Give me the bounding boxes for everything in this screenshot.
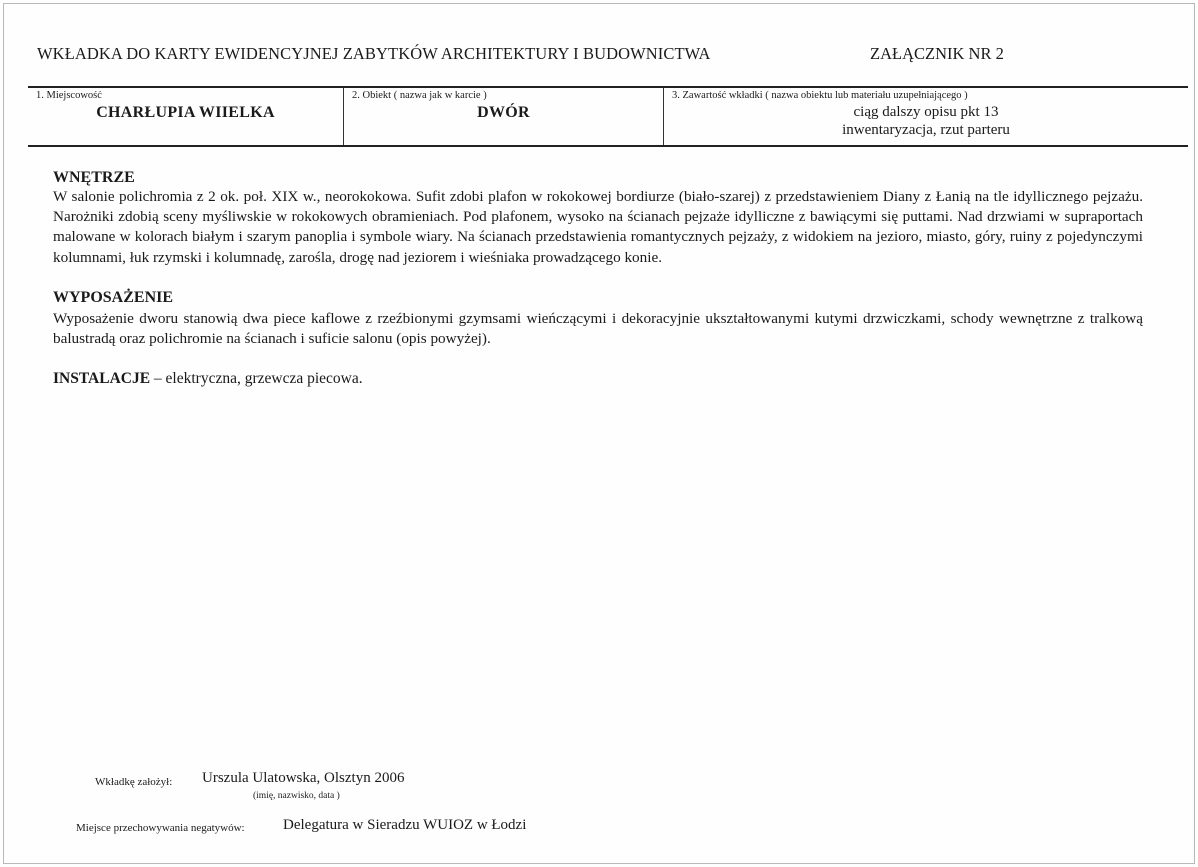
equipment-heading: WYPOSAŻENIE [53, 289, 174, 306]
author-label: Wkładkę założył: [95, 776, 173, 788]
place-cell [28, 88, 344, 145]
object-cell [344, 88, 664, 145]
author-hint: (imię, nazwisko, data ) [253, 791, 340, 801]
installations-heading: INSTALACJE [53, 370, 151, 387]
interior-text: W salonie polichromia z 2 ok. poł. XIX w., neorokokowa. Sufit zdobi plafon w rokokowej bordiurze (biało-szarej) z przedstawieniem Diany z Łanią na tle idyllicznego pejzażu. Narożniki zdobią sceny myśliwskie w rokokowych obramieniach. Pod plafonem, wysoko na ścianach pejzaże idylliczne z bawiącymi się puttami. Nad drzwiami w supraportach malowane w kolorach białym i szarym panoplia i symbole wiary. Na ścianach przedstawienia romantycznych pejzaży, z widokiem na jezioro, miasto, góry, ruiny z pojedynczymi kolumnami, łuk rzymski i kolumnadę, zarośla, drogę nad jeziorem i wieśniaka prowadzącego konie. [53, 188, 1143, 266]
negatives-label: Miejsce przechowywania negatywów: [76, 822, 245, 834]
installations-line [53, 370, 363, 388]
annex-number: ZAŁĄCZNIK NR 2 [870, 44, 1004, 63]
bottom-rule [28, 145, 1188, 147]
object-value: DWÓR [477, 104, 530, 121]
author-value: Urszula Ulatowska, Olsztyn 2006 [202, 770, 405, 786]
place-label: 1. Miejscowość [36, 90, 102, 101]
place-value: CHARŁUPIA WIIELKA [96, 104, 275, 121]
contents-line-1: ciąg dalszy opisu pkt 13 [853, 104, 999, 120]
object-label: 2. Obiekt ( nazwa jak w karcie ) [352, 90, 487, 101]
equipment-text: Wyposażenie dworu stanowią dwa piece kaflowe z rzeźbionymi gzymsami wieńczącymi i dekoracyjnie ukształtowanymi kutymi drzwiczkami, schody wewnętrzne z tralkową balustradą oraz polichromie na ścianach i suficie salonu (opis powyżej). [53, 310, 1143, 348]
installations-text: – elektryczna, grzewcza piecowa. [150, 370, 363, 387]
negatives-value: Delegatura w Sieradzu WUIOZ w Łodzi [283, 817, 527, 833]
document-title: WKŁADKA DO KARTY EWIDENCYJNEJ ZABYTKÓW ARCHITEKTURY I BUDOWNICTWA [37, 44, 711, 63]
contents-line-2: inwentaryzacja, rzut parteru [842, 122, 1010, 138]
contents-cell [664, 88, 1188, 145]
interior-heading: WNĘTRZE [53, 169, 135, 186]
contents-label: 3. Zawartość wkładki ( nazwa obiektu lub materiału uzupełniającego ) [672, 90, 968, 101]
